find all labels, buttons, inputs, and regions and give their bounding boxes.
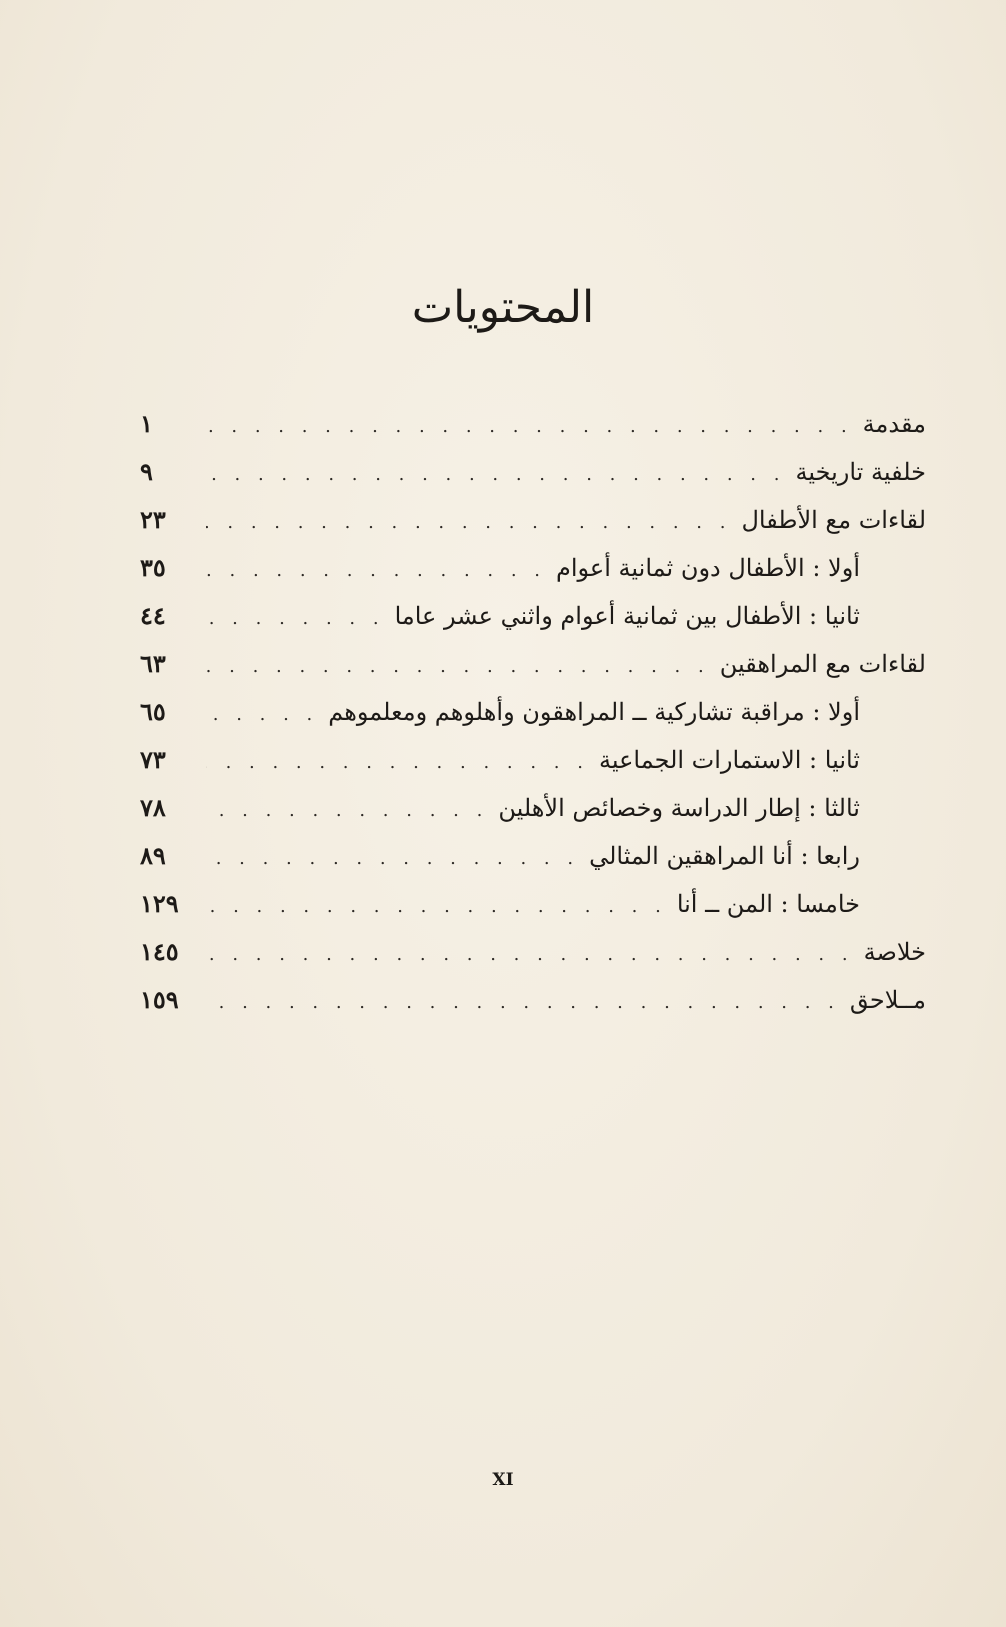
toc-entry[interactable]	[140, 496, 926, 544]
dot-leader	[206, 595, 385, 643]
toc-entry[interactable]	[140, 448, 926, 496]
toc-entry-page: ٨٩	[140, 841, 166, 870]
dot-leader	[206, 931, 854, 979]
page-title: المحتويات	[411, 282, 595, 333]
toc-entry-label: مــلاحق	[849, 986, 926, 1014]
toc-subentry[interactable]	[140, 592, 926, 640]
dot-leader	[206, 835, 579, 883]
toc-entry-label: لقاءات مع المراهقين	[719, 650, 926, 678]
toc-entry[interactable]	[140, 928, 926, 976]
toc-entry-page: ٩	[140, 457, 153, 486]
toc-entry-page: ٦٣	[140, 649, 166, 678]
toc-subentry[interactable]	[140, 736, 926, 784]
table-of-contents	[140, 400, 926, 1024]
toc-entry[interactable]	[140, 976, 926, 1024]
toc-entry-page: ١٥٩	[140, 985, 179, 1014]
toc-entry-label: لقاءات مع الأطفال	[741, 506, 926, 534]
toc-entry-label: ثانيا : الأطفال بين ثمانية أعوام واثني عشر عاما	[394, 602, 860, 630]
dot-leader	[206, 403, 853, 451]
dot-leader	[206, 643, 710, 691]
dot-leader	[206, 979, 840, 1027]
toc-entry-label: مقدمة	[862, 410, 926, 438]
toc-entry-label: رابعا : أنا المراهقين المثالي	[589, 842, 860, 870]
toc-entry-label: ثالثا : إطار الدراسة وخصائص الأهلين	[498, 794, 860, 822]
toc-entry-page: ٧٣	[140, 745, 166, 774]
toc-entry-label: أولا : مراقبة تشاركية ــ المراهقون وأهلوهم ومعلموهم	[328, 698, 860, 726]
dot-leader	[206, 787, 488, 835]
toc-entry-page: ٢٣	[140, 505, 166, 534]
toc-entry-label: خلاصة	[863, 938, 926, 966]
toc-subentry[interactable]	[140, 688, 926, 736]
dot-leader	[206, 691, 318, 739]
toc-entry-page: ٤٤	[140, 601, 166, 630]
dot-leader	[206, 739, 589, 787]
toc-entry-page: ١	[140, 409, 153, 438]
toc-entry-page: ١٢٩	[140, 889, 179, 918]
toc-entry-page: ٧٨	[140, 793, 166, 822]
toc-entry-label: ثانيا : الاستمارات الجماعية	[598, 746, 860, 774]
toc-entry-label: خلفية تاريخية	[795, 458, 926, 486]
toc-entry-page: ١٤٥	[140, 937, 179, 966]
dot-leader	[206, 451, 785, 499]
toc-subentry[interactable]	[140, 880, 926, 928]
toc-subentry[interactable]	[140, 832, 926, 880]
toc-entry[interactable]	[140, 640, 926, 688]
toc-subentry[interactable]	[140, 544, 926, 592]
toc-entry-page: ٦٥	[140, 697, 166, 726]
toc-subentry[interactable]	[140, 784, 926, 832]
dot-leader	[206, 499, 731, 547]
toc-entry[interactable]	[140, 400, 926, 448]
page-number: XI	[492, 1470, 514, 1490]
toc-entry-label: أولا : الأطفال دون ثمانية أعوام	[556, 554, 860, 582]
toc-entry-page: ٣٥	[140, 553, 166, 582]
dot-leader	[206, 547, 546, 595]
dot-leader	[206, 883, 667, 931]
toc-entry-label: خامسا : المن ــ أنا	[676, 890, 860, 918]
